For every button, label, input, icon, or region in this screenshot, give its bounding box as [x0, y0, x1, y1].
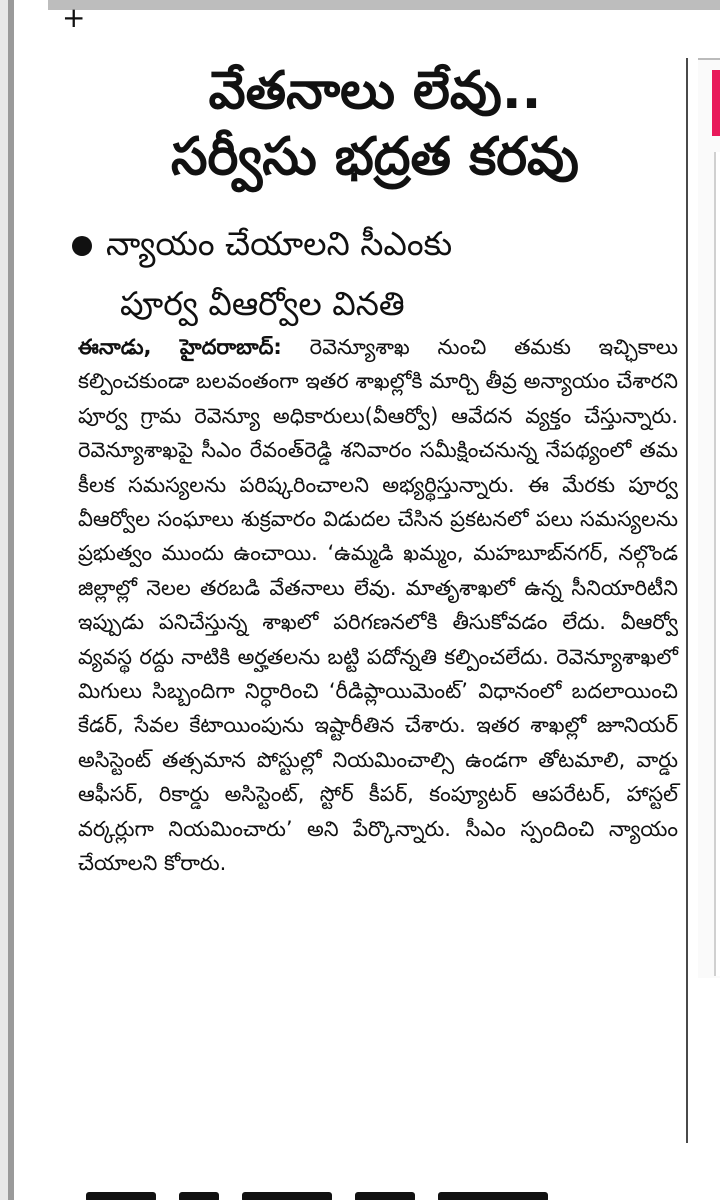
subhead-line-1: న్యాయం చేయాలని సీఎంకు	[106, 224, 453, 263]
article-dateline: ఈనాడు, హైదరాబాద్:	[78, 335, 282, 359]
top-scan-bar	[48, 0, 720, 10]
cropped-glyph	[438, 1192, 548, 1200]
left-edge-rule-inner	[8, 0, 14, 1200]
filled-circle-bullet-icon	[72, 236, 92, 256]
adjacent-pink-graphic	[712, 70, 720, 136]
subhead-line-1-row	[60, 214, 682, 274]
column-divider	[686, 58, 688, 1143]
cropped-glyph	[355, 1192, 415, 1200]
next-article-cropped-fragment	[86, 1186, 646, 1200]
cropped-glyph	[179, 1192, 219, 1200]
cropped-glyph	[242, 1192, 332, 1200]
article-body	[78, 330, 678, 881]
headline-line-2: సర్వీసు భద్రత కరవు	[171, 127, 579, 187]
headline-line-1: వేతనాలు లేవు..	[208, 61, 542, 121]
left-edge-rule	[0, 0, 14, 1200]
article-subhead	[60, 214, 682, 334]
article-headline	[70, 58, 680, 190]
article-body-text: రెవెన్యూశాఖ నుంచి తమకు ఇచ్ఛికాలు కల్పించకుండా బలవంతంగా ఇతర శాఖల్లోకి మార్చి తీవ్ర అన్యాయం చేశారని పూర్వ గ్రామ రెవెన్యూ అధికారులు(వీఆర్వో) ఆవేదన వ్యక్తం చేస్తున్నారు. రెవెన్యూశాఖపై సీఎం రేవంత్‌రెడ్డి శనివారం సమీక్షించనున్న నేపథ్యంలో తమ కీలక సమస్యలను పరిష్కరించాలని అభ్యర్థిస్తున్నారు. ఈ మేరకు పూర్వ వీఆర్వోల సంఘాలు శుక్రవారం విడుదల చేసిన ప్రకటనలో పలు సమస్యలను ప్రభుత్వం ముందు ఉంచాయి. ‘ఉమ్మడి ఖమ్మం, మహబూబ్‌నగర్, నల్గొండ జిల్లాల్లో నెలల తరబడి వేతనాలు లేవు. మాతృశాఖలో ఉన్న సీనియారిటీని ఇప్పుడు పనిచేస్తున్న శాఖలో పరిగణనలోకి తీసుకోవడం లేదు. వీఆర్వో వ్యవస్థ రద్దు నాటికి అర్హతలను బట్టి పదోన్నతి కల్పించలేదు. రెవెన్యూశాఖలో మిగులు సిబ్బందిగా నిర్ధారించి ‘రీడిప్లాయిమెంట్’ విధానంలో బదలాయించి కేడర్, సేవల కేటాయింపును ఇష్టారీతిన చేశారు. ఇతర శాఖల్లో జూనియర్ అసిస్టెంట్ తత్సమాన పోస్టుల్లో నియమించాల్సి ఉండగా తోటమాలి, వార్డు ఆఫీసర్, రికార్డు అసిస్టెంట్, స్టోర్ కీపర్, కంప్యూటర్ ఆపరేటర్, హాస్టల్ వర్కర్లుగా నియమించారు’ అని పేర్కొన్నారు. సీఎం స్పందించి న్యాయం చేయాలని కోరారు.	[78, 335, 678, 876]
adjacent-column-edge	[714, 152, 720, 976]
subhead-line-2: పూర్వ వీఆర్వోల వినతి	[120, 284, 405, 323]
plus-icon[interactable]: +	[62, 1, 86, 34]
cropped-glyph	[86, 1192, 156, 1200]
